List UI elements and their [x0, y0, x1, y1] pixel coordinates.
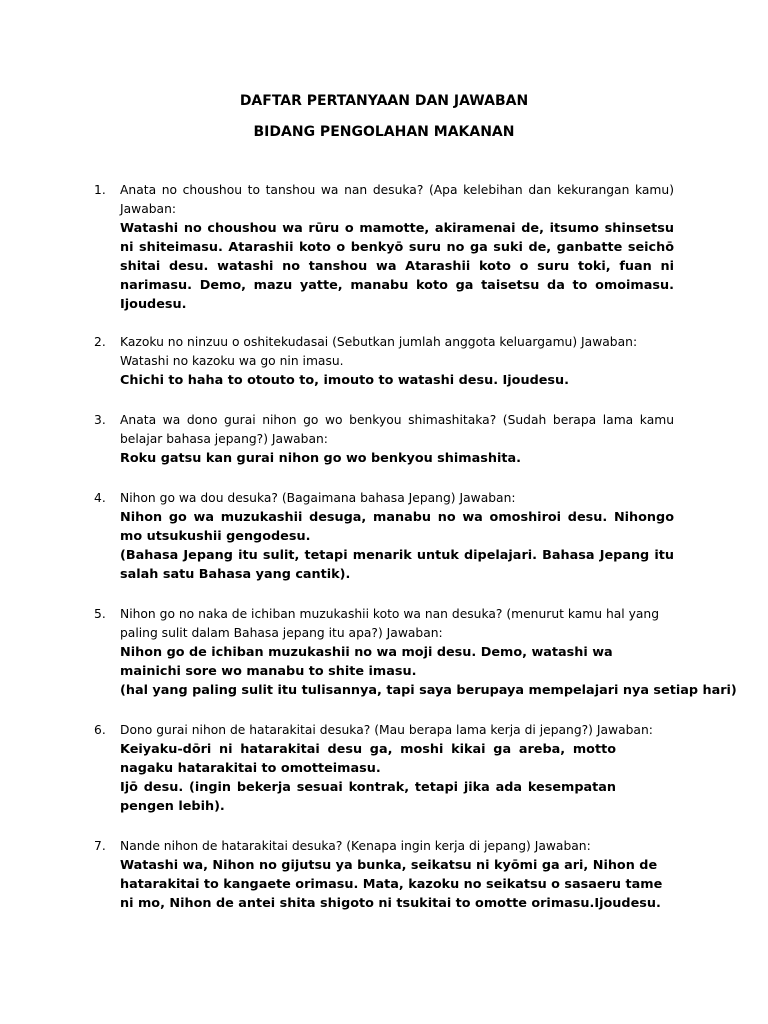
item-number: 2.: [94, 335, 106, 349]
question-text: Dono gurai nihon de hatarakitai desuka? (Mau berapa lama kerja di jepang?) Jawaban:: [120, 723, 653, 737]
list-item: [94, 837, 674, 913]
question-text: Nihon go wa dou desuka? (Bagaimana bahasa Jepang) Jawaban:: [120, 491, 516, 505]
question-text: Anata no choushou to tanshou wa nan desuka? (Apa kelebihan dan kekurangan kamu) Jawaban:: [120, 183, 674, 216]
question-text: Kazoku no ninzuu o oshitekudasai (Sebutkan jumlah anggota keluargamu) Jawaban: Watashi no kazoku wa go nin imasu.: [120, 335, 638, 368]
answer-translation: (Bahasa Jepang itu sulit, tetapi menarik untuk dipelajari. Bahasa Jepang itu salah satu Bahasa yang cantik).: [120, 548, 674, 582]
item-number: 6.: [94, 723, 106, 737]
list-item: [94, 489, 674, 584]
question-text: Anata wa dono gurai nihon go wo benkyou shimashitaka? (Sudah berapa lama kamu belajar bahasa jepang?) Jawaban:: [120, 413, 674, 446]
question-list: [94, 181, 737, 913]
answer-text: Nihon go de ichiban muzukashii no wa moji desu. Demo, watashi wa mainichi sore wo manabu to shite imasu.: [120, 645, 613, 679]
item-number: 5.: [94, 607, 106, 621]
item-number: 7.: [94, 839, 106, 853]
item-number: 1.: [94, 183, 106, 197]
answer-text: Nihon go wa muzukashii desuga, manabu no wa omoshiroi desu. Nihongo mo utsukushii gengodesu.: [120, 510, 674, 544]
question-text: Nande nihon de hatarakitai desuka? (Kenapa ingin kerja di jepang) Jawaban:: [120, 839, 591, 853]
document-subtitle: BIDANG PENGOLAHAN MAKANAN: [253, 124, 515, 140]
item-number: 3.: [94, 413, 106, 427]
answer-text: Chichi to haha to otouto to, imouto to watashi desu. Ijoudesu.: [120, 373, 569, 388]
answer-text: Roku gatsu kan gurai nihon go wo benkyou shimashita.: [120, 451, 521, 466]
list-item: [94, 721, 674, 816]
list-item: [94, 411, 674, 468]
answer-translation: (hal yang paling sulit itu tulisannya, tapi saya berupaya mempelajari nya setiap hari): [120, 683, 737, 698]
question-text: Nihon go no naka de ichiban muzukashii koto wa nan desuka? (menurut kamu hal yang paling sulit dalam Bahasa jepang itu apa?) Jawaban:: [120, 607, 660, 640]
answer-text: Keiyaku-dōri ni hatarakitai desu ga, moshi kikai ga areba, motto nagaku hatarakitai to omotteimasu.: [120, 742, 616, 776]
list-item: [94, 181, 674, 314]
answer-text: Watashi wa, Nihon no gijutsu ya bunka, seikatsu ni kyōmi ga ari, Nihon de hatarakitai to kangaete orimasu. Mata, kazoku no seikatsu o sasaeru tame ni mo, Nihon de antei shita shigoto ni tsukitai to omotte orimasu.Ijoudesu.: [120, 858, 663, 911]
list-item: [94, 333, 674, 390]
item-number: 4.: [94, 491, 106, 505]
answer-text: Watashi no choushou wa rūru o mamotte, akiramenai de, itsumo shinsetsu ni shiteimasu. Atarashii koto o benkyō suru no ga suki de, ganbatte seichō shitai desu. watashi no tanshou wa Atarashii koto o suru toki, fuan ni narimasu. Demo, mazu yatte, manabu koto ga taisetsu da to omoimasu. Ijoudesu.: [120, 221, 674, 312]
list-item: [94, 605, 737, 700]
document-title: DAFTAR PERTANYAAN DAN JAWABAN: [239, 93, 529, 109]
answer-translation: Ijō desu. (ingin bekerja sesuai kontrak, tetapi jika ada kesempatan pengen lebih).: [120, 780, 616, 814]
